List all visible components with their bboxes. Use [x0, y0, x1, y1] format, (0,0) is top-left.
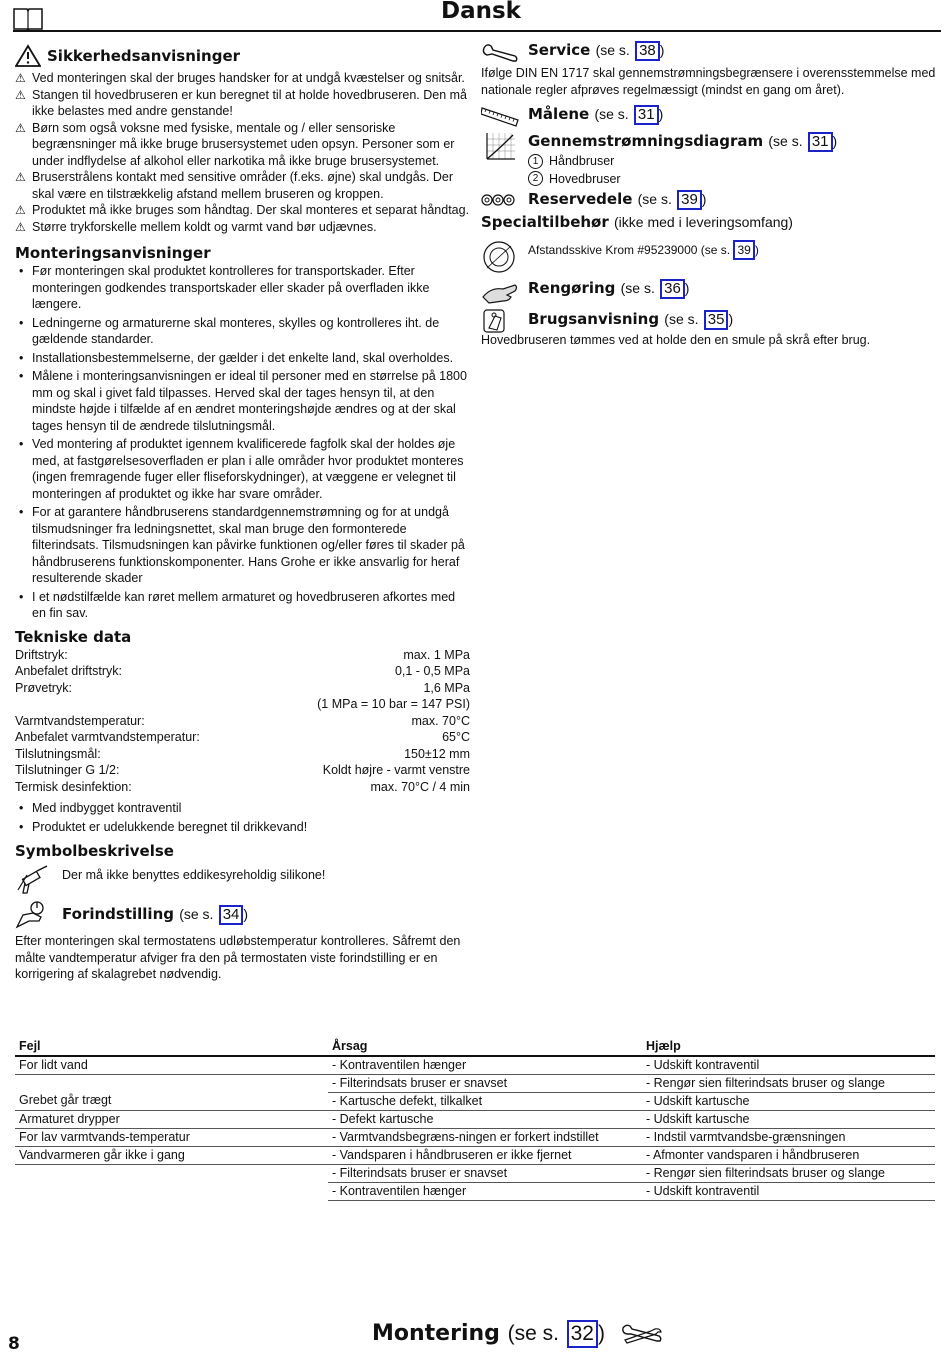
service-page-link[interactable]: 38 — [635, 41, 660, 61]
table-cell — [15, 1182, 328, 1200]
safety-text: Bruserstrålens kontakt med sensitive områder (f.eks. øjne) skal undgås. Der skal være en tilstrækkelig afstand mellem bruseren og kroppen. — [32, 170, 454, 201]
tech-row — [15, 746, 470, 763]
service-heading: Service (se s. 38 ) — [481, 40, 936, 62]
safety-list — [15, 70, 470, 235]
preset-text: Efter monteringen skal termostatens udløbstemperatur kontrolleres. Såfremt den målte vandtemperatur afviger fra den på termostaten viste forindstilling er en korrigering af skalagrebet nødvendig. — [15, 934, 461, 981]
tech-row — [15, 696, 470, 713]
tech-row — [15, 713, 470, 730]
list-item: • Produktet er udelukkende beregnet til drikkevand! — [15, 819, 470, 836]
flow-page-link[interactable]: 31 — [808, 132, 833, 152]
table-cell: For lav varmtvands-temperatur — [15, 1128, 328, 1146]
spacer-text: Afstandsskive Krom #95239000 (se s. — [528, 243, 731, 257]
table-cell: - Kontraventilen hænger — [328, 1056, 642, 1075]
tech-value: max. 1 MPa — [403, 647, 470, 662]
table-cell: - Varmtvandsbegræns-ningen er forkert indstillet — [328, 1128, 642, 1146]
tech-label: Tilslutninger G 1/2: — [15, 763, 120, 777]
table-cell: - Udskift kontraventil — [642, 1182, 935, 1200]
tech-value: Koldt højre - varmt venstre — [322, 763, 470, 777]
cleaning-hand-icon — [481, 275, 519, 305]
dims-heading: Målene (se s. 31 ) — [481, 102, 936, 130]
spare-page-link[interactable]: 39 — [677, 190, 702, 210]
flow-legend — [528, 153, 837, 187]
use-text: Hovedbruseren tømmes ved at holde den en smule på skrå efter brug. — [481, 333, 871, 347]
table-row — [15, 1164, 935, 1182]
table-cell: - Rengør sien filterindsats bruser og slange — [642, 1074, 935, 1092]
flow-legend-label: Håndbruser — [549, 154, 615, 168]
spare-heading: Reservedele (se s. 39 ) — [481, 189, 936, 211]
troubleshooting-table — [15, 1038, 935, 1201]
page-number: 8 — [8, 1334, 20, 1354]
table-cell: - Udskift kontraventil — [642, 1056, 935, 1075]
safety-text: Produktet må ikke bruges som håndtag. Der skal monteres et separat håndtag. — [32, 203, 470, 217]
preset-heading: Forindstilling (se s. 34 ) — [62, 905, 249, 923]
clean-page-link[interactable]: 36 — [660, 279, 685, 299]
right-column — [481, 40, 936, 349]
safety-item — [15, 169, 470, 202]
tech-label: Tilslutningsmål: — [15, 746, 101, 761]
dims-page-link[interactable]: 31 — [634, 105, 659, 125]
tech-value: 150±12 mm — [404, 746, 470, 761]
warning-icon: ⚠ — [15, 219, 26, 234]
tech-label: Varmtvandstemperatur: — [15, 713, 145, 728]
table-row — [15, 1074, 935, 1092]
tech-value: (1 MPa = 10 bar = 147 PSI) — [317, 697, 470, 711]
warning-icon — [15, 44, 41, 68]
tech-value: max. 70°C — [411, 713, 470, 728]
warning-icon: ⚠ — [15, 170, 26, 184]
table-cell: - Filterindsats bruser er snavset — [328, 1164, 642, 1182]
footer-page-link[interactable]: 32 — [567, 1320, 598, 1348]
spacer-disc-icon — [481, 238, 519, 274]
table-cell: - Rengør sien filterindsats bruser og slange — [642, 1164, 935, 1182]
table-cell — [15, 1074, 328, 1092]
flow-legend-item — [528, 171, 837, 188]
tech-label: Termisk desinfektion: — [15, 779, 132, 794]
safety-item — [15, 120, 470, 170]
warning-icon: ⚠ — [15, 120, 26, 135]
hand-adjust-icon — [15, 899, 53, 931]
table-cell: - Vandsparen i håndbruseren er ikke fjernet — [328, 1146, 642, 1164]
table-cell: Armaturet drypper — [15, 1110, 328, 1128]
table-cell: - Kartusche defekt, tilkalket — [328, 1092, 642, 1110]
table-row — [15, 1128, 935, 1146]
list-item: • I et nødstilfælde kan røret mellem armaturet og hovedbruseren afkortes med en fin sav. — [15, 589, 470, 622]
tech-bullets — [15, 800, 470, 835]
spare-parts-icon — [481, 189, 519, 211]
silicone-text: Der må ikke benyttes eddikesyreholdig silikone! — [62, 868, 326, 882]
list-item: • Før monteringen skal produktet kontrolleres for transportskader. Efter monteringen godkendes transportskader eller skader på overfladen ikke længere. — [15, 263, 470, 313]
table-cell: - Defekt kartusche — [328, 1110, 642, 1128]
tech-row — [15, 647, 470, 664]
list-item: • Ledningerne og armaturerne skal monteres, skylles og kontrolleres iht. de gældende standarder. — [15, 315, 470, 348]
silicone-gun-icon — [15, 865, 53, 897]
footer-mounting-ref: Montering (se s. 32 ) — [372, 1320, 663, 1348]
spacer-row: Afstandsskive Krom #95239000 (se s. 39 ) — [481, 238, 936, 274]
tech-label: Anbefalet varmtvandstemperatur: — [15, 730, 200, 744]
silicone-row — [15, 865, 470, 897]
safety-text: Større trykforskelle mellem koldt og varmt vand bør udjævnes. — [32, 219, 377, 234]
safety-text: Børn som også voksne med fysiske, mentale og / eller sensoriske begrænsninger må ikke bruge brusersystemet uden opsyn. Personer som er under indflydelse af alkohol eller narkotika må ikke bruge brusersystemet. — [32, 120, 455, 168]
tech-row — [15, 663, 470, 680]
table-cell: - Afmonter vandsparen i håndbruseren — [642, 1146, 935, 1164]
tools-icon — [621, 1323, 663, 1345]
table-body — [15, 1056, 935, 1201]
mounting-list — [15, 263, 470, 622]
tech-label: Driftstryk: — [15, 647, 68, 662]
use-heading: Brugsanvisning (se s. 35 ) — [481, 306, 936, 336]
table-row — [15, 1182, 935, 1200]
list-item: • Installationsbestemmelserne, der gælder i det enkelte land, skal overholdes. — [15, 350, 470, 367]
circled-number: 1 — [528, 154, 543, 169]
symbols-heading: Symbolbeskrivelse — [15, 842, 174, 860]
safety-item — [15, 87, 470, 120]
tech-table — [15, 647, 470, 796]
warning-icon: ⚠ — [15, 87, 26, 102]
tech-row — [15, 729, 470, 746]
flow-diagram-icon — [481, 131, 519, 161]
list-item: • Ved montering af produktet igennem kvalificerede fagfolk skal der holdes øje med, at fastgørelsesoverfladen er plan i alle områder hvor produktet monteres (ingen fremragende fuger eller fliseforskydninger), at væggene er velegnet til monteringen af produktet og ikke har svare områder. — [15, 436, 470, 502]
special-heading: Specialtilbehør (ikke med i leveringsomfang) — [481, 213, 793, 231]
table-cell: - Udskift kartusche — [642, 1110, 935, 1128]
table-cell: Grebet går trægt — [15, 1092, 328, 1110]
table-header-row — [15, 1038, 935, 1056]
tech-label: Prøvetryk: — [15, 680, 72, 695]
tech-row — [15, 779, 470, 796]
table-cell: - Filterindsats bruser er snavset — [328, 1074, 642, 1092]
tech-row — [15, 680, 470, 697]
tech-value: 65°C — [442, 730, 470, 744]
table-cell: Vandvarmeren går ikke i gang — [15, 1146, 328, 1164]
flow-heading: Gennemstrømningsdiagram (se s. 31 ) 1 Håndbruser 2 Hovedbruser — [481, 131, 936, 187]
table-cell — [15, 1164, 328, 1182]
tech-value: 0,1 - 0,5 MPa — [394, 664, 470, 678]
table-row — [15, 1110, 935, 1128]
safety-heading: Sikkerhedsanvisninger — [15, 44, 470, 68]
col-help: Hjælp — [642, 1038, 935, 1056]
left-column — [15, 44, 470, 983]
list-item: • Med indbygget kontraventil — [15, 800, 470, 817]
table-cell: - Indstil varmtvandsbe-grænsningen — [642, 1128, 935, 1146]
tech-heading: Tekniske data — [15, 627, 132, 646]
language-title: Dansk — [441, 0, 521, 24]
safety-text: Stangen til hovedbruseren er kun beregnet til at holde hovedbruseren. Den må ikke belastes med andre genstande! — [32, 87, 468, 118]
table-cell: - Udskift kartusche — [642, 1092, 935, 1110]
list-item: • Målene i monteringsanvisningen er ideal til personer med en størrelse på 1800 mm og skal i givet fald tilpasses. Herved skal der tages hensyn til, at den mindste højde i tilfælde af en ændret monteringshøjde ændres og at der skal tages hensyn til de ændrede tilslutningsmål. — [15, 368, 470, 434]
safety-item — [15, 70, 470, 87]
circled-number: 2 — [528, 171, 543, 186]
warning-icon: ⚠ — [15, 203, 26, 217]
warning-icon: ⚠ — [15, 71, 26, 85]
list-item: • For at garantere håndbruserens standardgennemstrømning og for at undgå tilsmudsninger fra ledningsnettet, skal man bruge den formonterede filterindsats. Tilsmudsningen kan påvirke funktionen og/eller føres til skader på håndbruserens funktionskomponenter. Hans Grohe er ikke ansvarlig for heraf resulterende skader — [15, 504, 470, 587]
tech-value: 1,6 MPa — [423, 680, 470, 695]
use-page-link[interactable]: 35 — [704, 310, 729, 330]
table-row — [15, 1056, 935, 1075]
preset-row — [15, 899, 470, 931]
tech-label: Anbefalet driftstryk: — [15, 664, 122, 678]
table-cell: - Kontraventilen hænger — [328, 1182, 642, 1200]
spacer-page-link[interactable]: 39 — [733, 240, 754, 260]
flow-legend-item — [528, 153, 837, 170]
tech-value: max. 70°C / 4 min — [370, 779, 470, 794]
col-fault: Fejl — [15, 1038, 328, 1056]
mounting-heading: Monteringsanvisninger — [15, 244, 211, 262]
safety-text: Ved monteringen skal der bruges handsker for at undgå kvæstelser og snitsår. — [32, 71, 465, 85]
table-row — [15, 1146, 935, 1164]
clean-heading: Rengøring (se s. 36 ) — [481, 275, 936, 305]
tech-row — [15, 762, 470, 779]
table-cell: For lidt vand — [15, 1056, 328, 1075]
header-rule — [13, 30, 941, 32]
ruler-icon — [481, 102, 519, 130]
safety-item — [15, 202, 470, 219]
book-icon — [12, 6, 44, 32]
safety-item — [15, 219, 470, 236]
flow-legend-label: Hovedbruser — [549, 171, 621, 186]
col-cause: Årsag — [328, 1038, 642, 1056]
wrench-icon — [481, 42, 519, 64]
service-text: Ifølge DIN EN 1717 skal gennemstrømningsbegrænsere i overensstemmelse med nationale regler afprøves regelmæssigt (mindst en gang om året). — [481, 66, 936, 97]
table-row — [15, 1092, 935, 1110]
preset-page-link[interactable]: 34 — [219, 905, 244, 925]
